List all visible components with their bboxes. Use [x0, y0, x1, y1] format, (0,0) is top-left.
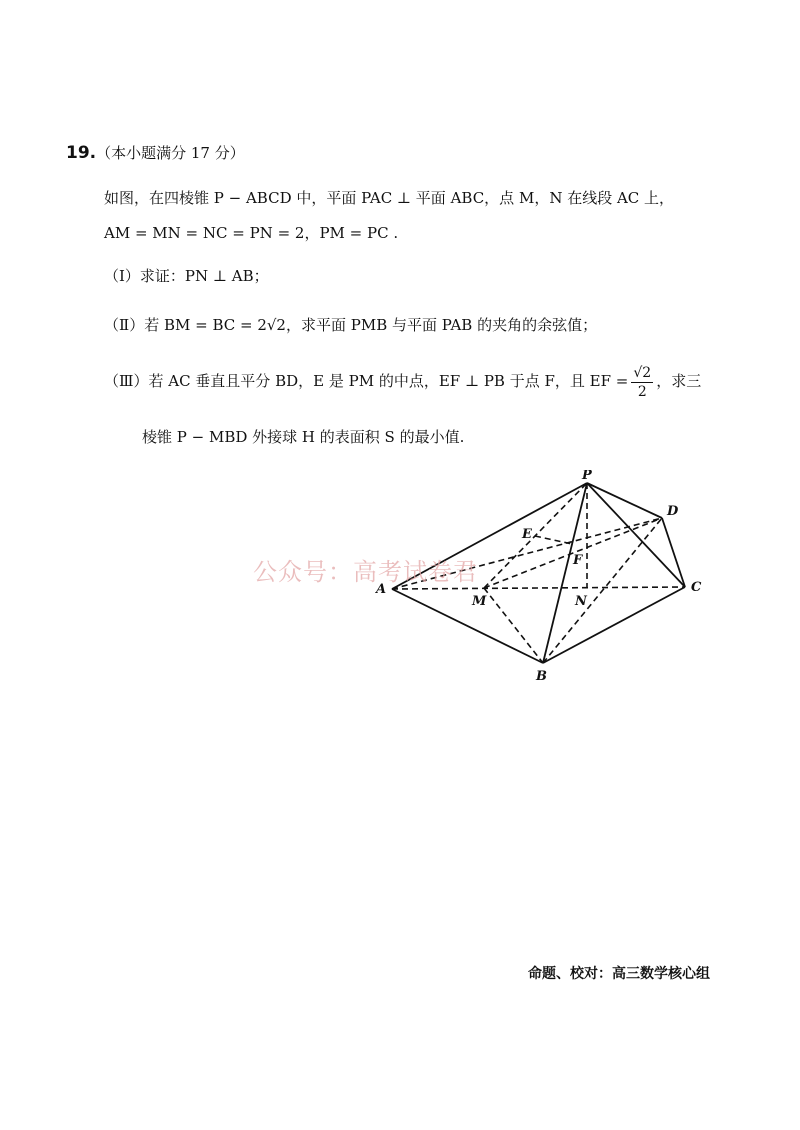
edge-PD	[587, 483, 662, 518]
edge-BC	[543, 587, 685, 663]
question-number: 19.	[66, 143, 97, 163]
part-1: （Ⅰ）求证：PN ⊥ AB；	[104, 267, 269, 285]
label-C: C	[691, 580, 702, 595]
fraction-ef	[631, 364, 653, 401]
points-note: （本小题满分 17 分）	[96, 144, 245, 162]
footer-credit: 命题、校对：高三数学核心组	[528, 966, 710, 982]
label-D: D	[667, 504, 679, 519]
label-B: B	[536, 669, 547, 684]
intro-line-1: 如图，在四棱锥 P − ABCD 中，平面 PAC ⊥ 平面 ABC，点 M，N 在线段 AC 上，	[104, 189, 675, 207]
part-2: （Ⅱ）若 BM = BC = 2√2，求平面 PMB 与平面 PAB 的夹角的余弦值；	[104, 316, 598, 334]
part-3-text-b: ，求三	[656, 372, 702, 390]
segment-AC	[392, 587, 685, 589]
watermark: 公众号：高考试卷君	[253, 558, 478, 586]
part-3-line-2: 棱锥 P − MBD 外接球 H 的表面积 S 的最小值.	[142, 428, 465, 446]
edge-AB	[392, 589, 543, 663]
fraction-numerator: √2	[633, 364, 652, 381]
label-P: P	[582, 470, 592, 483]
part-3-line-1	[104, 358, 701, 404]
label-N: N	[575, 594, 587, 609]
edge-CD	[662, 518, 685, 587]
label-A: A	[376, 582, 387, 597]
segment-EF	[535, 536, 572, 544]
label-M: M	[472, 594, 487, 609]
part-3-text-a: （Ⅲ）若 AC 垂直且平分 BD，E 是 PM 的中点，EF ⊥ PB 于点 F，且 EF =	[104, 372, 629, 390]
edge-PC	[587, 483, 685, 587]
segment-MB	[484, 588, 543, 663]
label-F: F	[573, 553, 583, 568]
question-header	[66, 142, 245, 163]
intro-line-2: AM = MN = NC = PN = 2，PM = PC .	[104, 224, 399, 242]
label-E: E	[522, 527, 532, 542]
fraction-denominator: 2	[637, 383, 647, 400]
